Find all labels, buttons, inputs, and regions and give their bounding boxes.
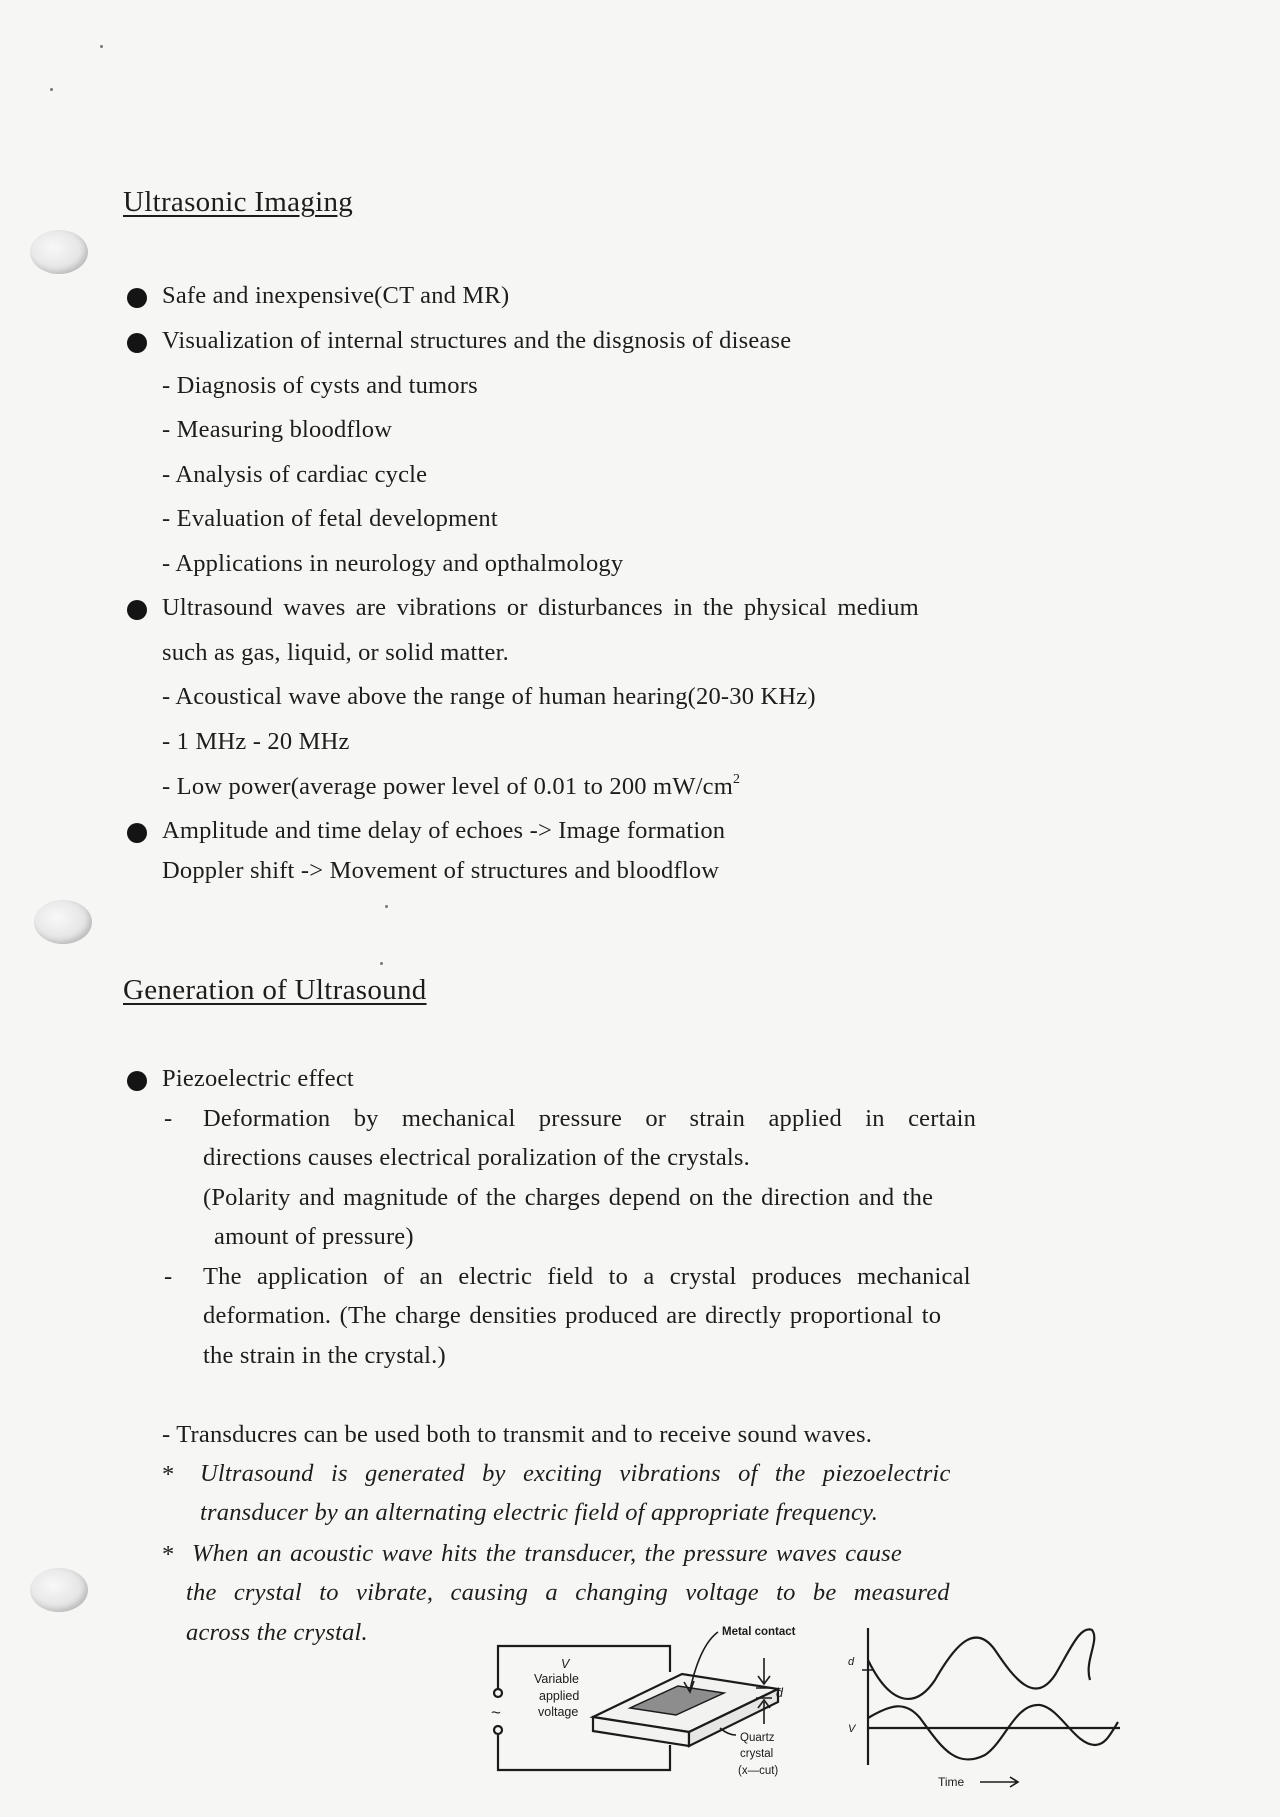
bullet-text: Amplitude and time delay of echoes -> Image formation [162,817,726,844]
section-title-generation-of-ultrasound: Generation of Ultrasound [123,974,427,1006]
circuit-diagram [494,1632,778,1770]
paragraph-line: directions causes electrical poralization of the crystals. [203,1144,750,1171]
label-crystal: crystal [740,1748,774,1760]
sub-item: - Acoustical wave above the range of human hearing(20-30 KHz) [162,683,816,710]
paragraph-line: deformation. (The charge densities produced are directly proportional to [203,1302,942,1329]
bullet-text: Piezoelectric effect [162,1065,354,1092]
paragraph-line-italic: transducer by an alternating electric field of appropriate frequency. [200,1499,879,1526]
time-arrow [980,1777,1018,1787]
paragraph-line: amount of pressure) [214,1223,414,1250]
sub-item: - Measuring bloodflow [162,416,393,443]
wave-d-curve [868,1629,1094,1699]
label-d: d [776,1686,783,1700]
bullet-text-continued: such as gas, liquid, or solid matter. [162,639,509,666]
label-applied: applied [539,1689,580,1703]
terminal-bottom [494,1726,502,1734]
sub-item: - 1 MHz - 20 MHz [162,728,350,755]
label-metal-contact: Metal contact [722,1626,796,1638]
sub-item: - Analysis of cardiac cycle [162,461,428,488]
paragraph-line: - Transducres can be used both to transmit and to receive sound waves. [162,1421,873,1448]
label-wave-v: V [848,1723,856,1735]
wave-plot [862,1628,1120,1787]
circuit-wire-bottom [498,1735,670,1770]
paragraph-line: Deformation by mechanical pressure or strain applied in certain [203,1105,977,1132]
paragraph-line-italic: Ultrasound is generated by exciting vibrations of the piezoelectric [200,1460,951,1487]
section-title-ultrasonic-imaging: Ultrasonic Imaging [123,186,354,218]
label-wave-d: d [848,1656,855,1668]
superscript: 2 [732,772,741,787]
label-time: Time [938,1775,965,1789]
label-voltage: voltage [538,1705,579,1719]
dash: - [164,1263,173,1290]
bullet-text: Safe and inexpensive(CT and MR) [162,282,510,309]
paragraph-line: (Polarity and magnitude of the charges depend on the direction and the [203,1184,934,1211]
terminal-top [494,1689,502,1697]
paragraph-line: the strain in the crystal.) [203,1342,446,1369]
wave-v-curve [868,1705,1118,1760]
label-quartz: Quartz [740,1732,775,1744]
label-v: V [561,1657,570,1671]
asterisk: * [162,1461,175,1488]
bullet-text: Visualization of internal structures and the disgnosis of disease [162,327,792,354]
sub-item: - Applications in neurology and opthalmology [162,550,624,577]
dash: - [164,1105,173,1132]
bullet-text-continued: Doppler shift -> Movement of structures and bloodflow [162,857,720,884]
paragraph-line-italic: When an acoustic wave hits the transducer, the pressure waves cause [192,1540,902,1567]
paragraph-line-italic: across the crystal. [186,1619,368,1646]
paragraph-line: The application of an electric field to a crystal produces mechanical [203,1263,971,1290]
paragraph-line-italic: the crystal to vibrate, causing a changing voltage to be measured [186,1579,950,1606]
label-variable: Variable [534,1672,579,1686]
sub-item: - Evaluation of fetal development [162,505,498,532]
quartz-pointer [720,1728,736,1735]
label-xcut: (x—cut) [738,1765,779,1777]
circuit-wire-top [498,1646,670,1688]
thickness-arrow-top [756,1658,772,1688]
bullet-text: Ultrasound waves are vibrations or disturbances in the physical medium [162,594,919,621]
sub-item: - Diagnosis of cysts and tumors [162,372,478,399]
asterisk: * [162,1541,175,1568]
sub-item-text: - Low power(average power level of 0.01 to 200 mW/cm [162,773,733,800]
label-ac-symbol: ~ [491,1703,501,1722]
